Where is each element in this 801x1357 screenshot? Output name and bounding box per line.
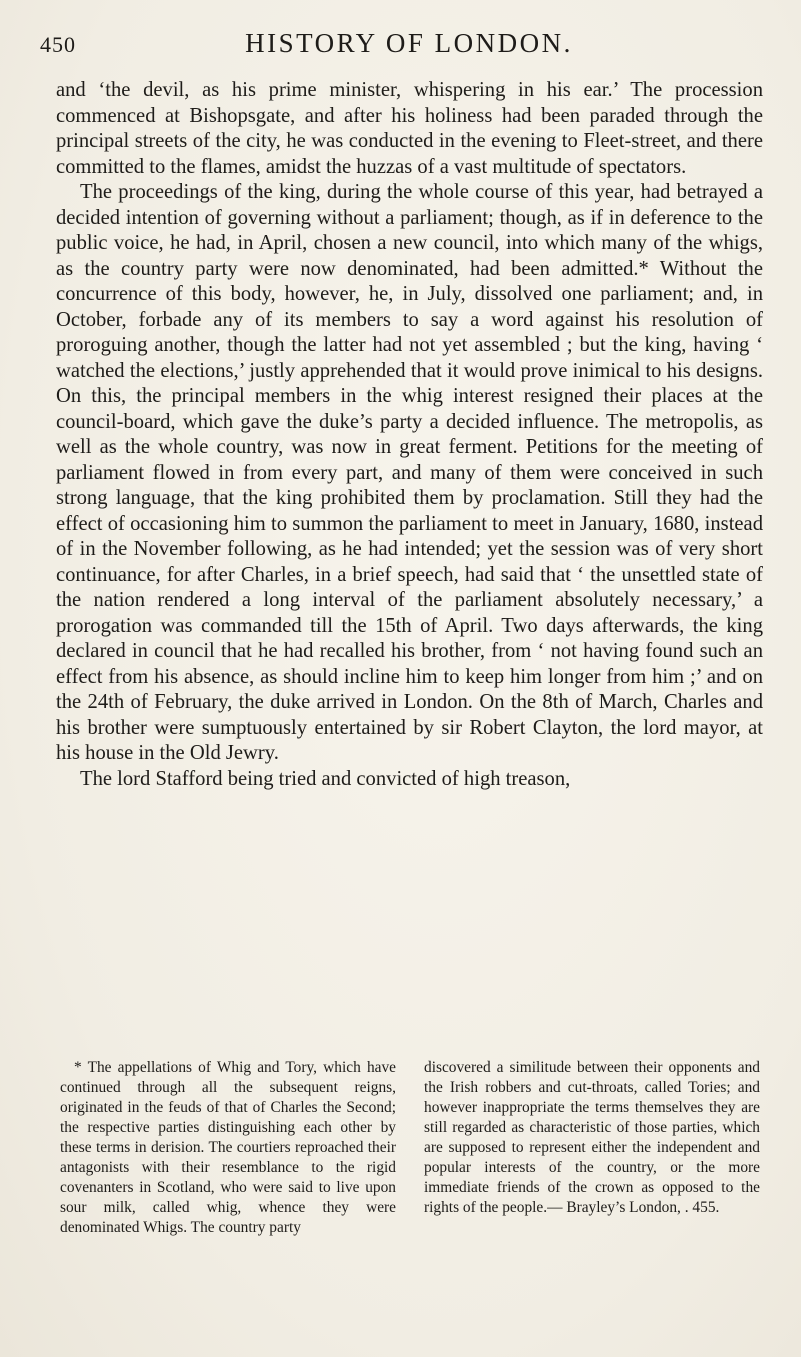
footnote-column-right: [424, 1058, 760, 1238]
paragraph-stafford: The lord Stafford being tried and convicted of high treason,: [80, 767, 571, 790]
running-head: [40, 26, 758, 64]
footnote: [60, 1058, 760, 1238]
paragraph-continued: and ‘the devil, as his prime minister, whispering in his ear.’ The procession commenced at Bishopsgate, and after his holiness had been paraded through the principal streets of the city, he was conducted in the evening to Fleet-street, and there committed to the flames, amidst the huzzas of a vast multitude of spectators.: [56, 79, 763, 178]
page-number: 450: [40, 32, 76, 57]
footnote-column-left: [60, 1058, 396, 1238]
body-text: [56, 78, 763, 792]
paragraph-proceedings: The proceedings of the king, during the whole course of this year, had betrayed a decided intention of governing without a parliament; though, as if in deference to the public voice, he had, in April, chosen a new council, into which many of the whigs, as the country party were now denominated, had been admitted.* Without the concurrence of this body, however, he, in July, dissolved one parliament; and, in October, forbade any of its members to say a word against his resolution of proroguing another, though the latter had not yet assembled ; but the king, having ‘ watched the elections,’ justly apprehended that it would prove inimical to his designs. On this, the principal members in the whig interest resigned their places at the council-board, which gave the duke’s party a decided influence. The metropolis, as well as the whole country, was now in great ferment. Petitions for the meeting of parliament flowed in from every part, and many of them were conceived in such strong language, that the king prohibited them by proclamation. Still they had the effect of occasioning him to summon the parliament to meet in January, 1680, instead of in the November following, as he had intended; yet the session was of very short continuance, for after Charles, in a brief speech, had said that ‘ the unsettled state of the nation rendered a long interval of the parliament absolutely necessary,’ a prorogation was commanded till the 15th of April. Two days afterwards, the king declared in council that he had recalled his brother, from ‘ not having found such an effect from his absence, as should incline him to keep him longer from him ;’ and on the 24th of February, the duke arrived in London. On the 8th of March, Charles and his brother were sumptuously entertained by sir Robert Clayton, the lord mayor, at his house in the Old Jewry.: [56, 181, 763, 764]
footnote-text-left: * The appellations of Whig and Tory, which have continued through all the subsequent reigns, originated in the feuds of that of Charles the Second; the respective parties distinguishing each other by these terms in derision. The courtiers reproached their antagonists with their resemblance to the rigid covenanters in Scotland, who were said to live upon sour milk, called whig, whence they were denominated Whigs. The country party: [60, 1059, 396, 1236]
footnote-text-right: discovered a similitude between their opponents and the Irish robbers and cut-throats, called Tories; and however inappropriate the terms themselves they are still regarded as characteristic of those parties, which are supposed to represent either the independent and popular interests of the country, or the more immediate friends of the crown as opposed to the rights of the people.— Brayley’s London, . 455.: [424, 1059, 760, 1216]
page-title: HISTORY OF LONDON.: [245, 28, 573, 58]
